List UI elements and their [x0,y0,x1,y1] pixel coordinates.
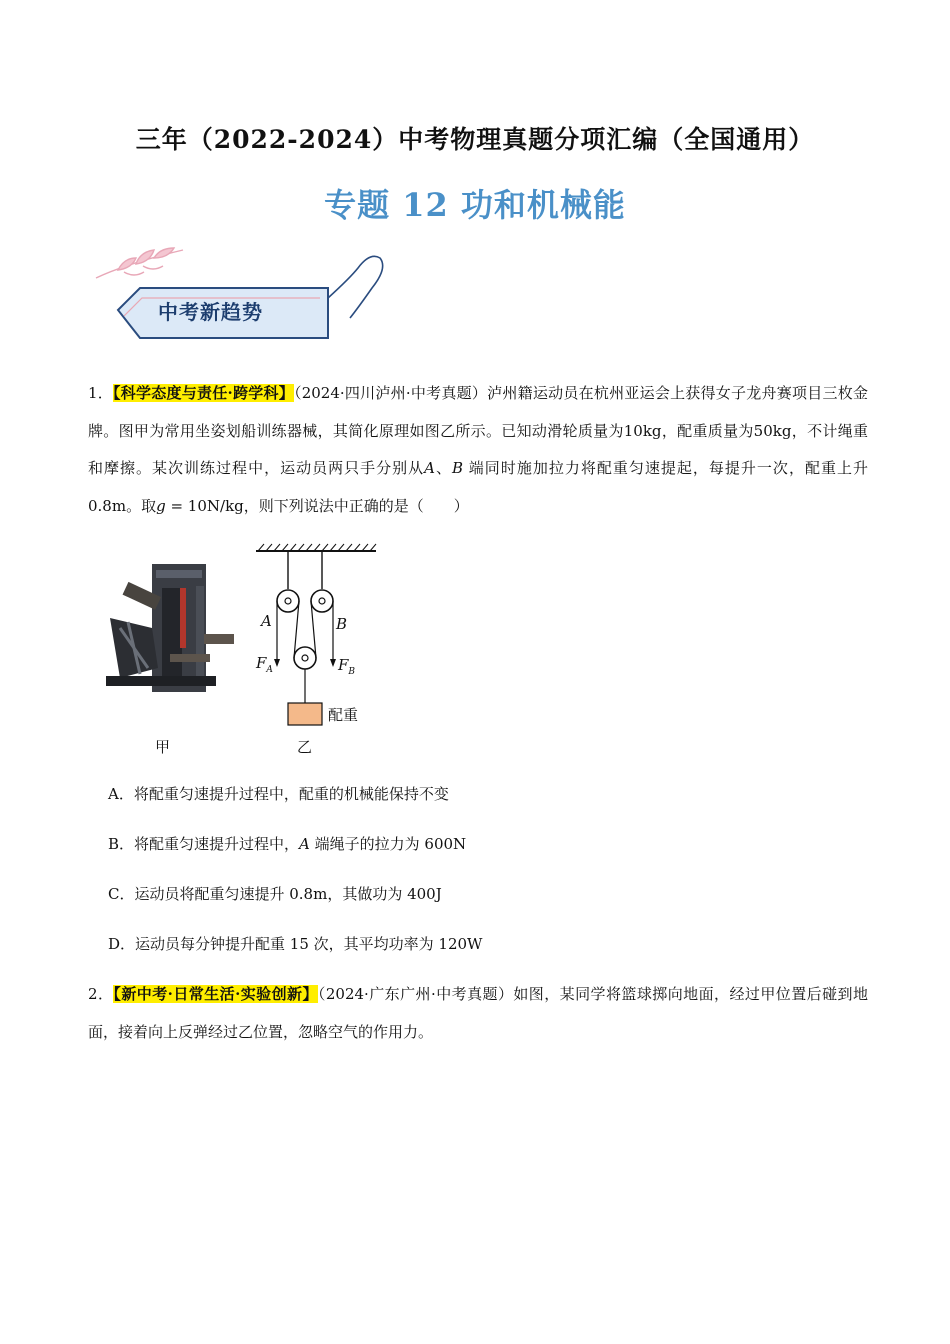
label-force-b: $F_B$ [338,656,356,677]
leaf-branch-icon [96,248,183,278]
option-b: B．将配重匀速提升过程中，A 端绳子的拉力为 600N [108,835,467,853]
question-tag: 【科学态度与责任·跨学科】 [113,384,294,402]
figure-caption-left: 甲 [155,738,171,756]
section-banner [88,238,388,348]
question-number: 2． [88,985,114,1003]
topic-title: 专题 12 功和机械能 [324,186,626,224]
option-a: A．将配重匀速提升过程中，配重的机械能保持不变 [108,785,449,803]
counterweight-block [288,703,322,725]
option-c: C．运动员将配重匀速提升 0.8m，其做功为 400J [108,885,442,903]
weight-label: 配重 [328,706,359,724]
question-tag: 【新中考·日常生活·实验创新】 [113,985,318,1003]
question-2-text: 2．【新中考·日常生活·实验创新】（2024·广东广州·中考真题）如图，某同学将篮球掷向地面，经过甲位置后碰到地面，接着向上反弹经过乙位置，忽略空气的作用力。 [88,985,868,1041]
banner-label: 中考新趋势 [158,300,263,324]
question-number: 1． [88,384,114,402]
rowing-machine-image [100,558,238,698]
option-d: D．运动员每分钟提升配重 15 次，其平均功率为 120W [108,935,483,953]
swirl-decoration [328,256,383,318]
question-1-text: 1．【科学态度与责任·跨学科】（2024·四川泸州·中考真题）泸州籍运动员在杭州亚运会上获得女子龙舟赛项目三枚金牌。图甲为常用坐姿划船训练器械，其简化原理如图乙所示。已知动滑轮质量为10kg，配重质量为50kg，不计绳重和摩擦。某次训练过程中，运动员两只手分别从A、B 端同时施加拉力将配重匀速提起，每提升一次，配重上升 0.8m。取g = 10N/kg，则下列说法中正确的是（ ） [88,384,869,515]
label-force-a: $F_A$ [256,654,273,675]
label-b: B [336,615,348,633]
pulley-diagram [250,543,380,728]
document-title: 三年（2022-2024）中考物理真题分项汇编（全国通用） [135,125,815,154]
label-a: A [261,612,272,630]
figure-caption-right: 乙 [297,738,313,756]
